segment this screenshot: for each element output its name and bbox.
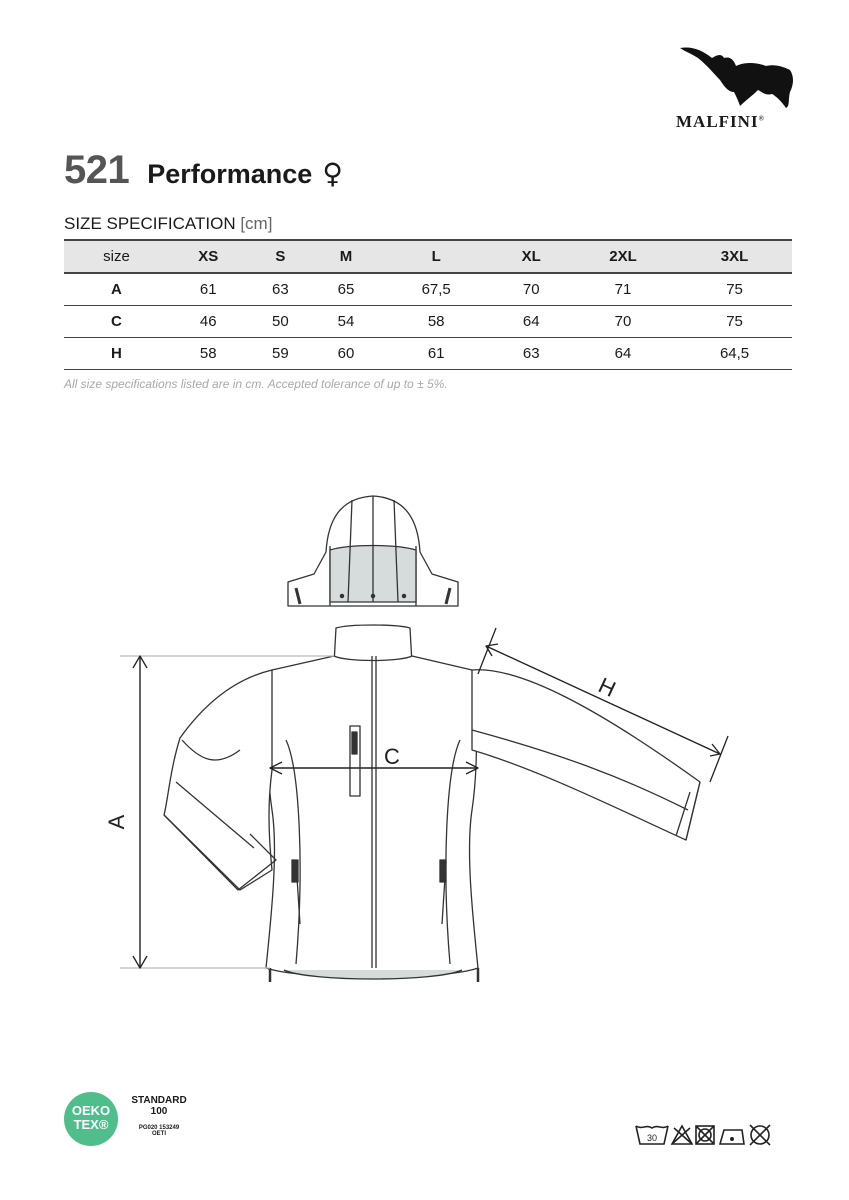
table-row <box>64 306 792 338</box>
table-cell: A <box>111 281 122 298</box>
header-cell: L <box>431 248 441 265</box>
tolerance-note: All size specifications listed are in cm. Accepted tolerance of up to ± 5%. <box>64 377 448 391</box>
table-cell: 46 <box>199 313 217 330</box>
table-cell: 61 <box>199 281 217 298</box>
table-cell: 63 <box>522 345 540 362</box>
table-cell: C <box>111 313 122 330</box>
measure-label-c: C <box>384 744 400 769</box>
table-cell: 65 <box>337 281 355 298</box>
female-icon: ♀ <box>322 157 343 190</box>
table-cell: 58 <box>427 313 445 330</box>
table-cell: 59 <box>272 345 289 362</box>
table-cell: 71 <box>614 281 632 298</box>
standard-label: STANDARD <box>131 1095 187 1106</box>
oeko-tex-certificate <box>124 1095 194 1137</box>
eagle-icon <box>678 40 796 110</box>
table-cell: 75 <box>726 313 743 330</box>
table-cell: H <box>111 345 122 362</box>
table-cell: 58 <box>199 345 217 362</box>
table-cell: 54 <box>337 313 355 330</box>
table-cell: 70 <box>614 313 632 330</box>
wash-30-icon <box>636 1126 668 1144</box>
product-title <box>64 148 343 198</box>
table-cell: 64 <box>522 313 540 330</box>
table-cell: 50 <box>272 313 289 330</box>
standard-number: 100 <box>150 1106 168 1117</box>
table-cell: 75 <box>726 281 743 298</box>
table-cell: 61 <box>427 345 445 362</box>
table-cell: 64 <box>614 345 632 362</box>
table-cell: 63 <box>272 281 289 298</box>
no-dry-clean-icon <box>750 1125 770 1145</box>
size-table-header <box>64 240 792 273</box>
hood-drawing <box>288 496 458 606</box>
header-cell: 2XL <box>609 248 637 265</box>
header-cell: XS <box>198 248 219 265</box>
header-cell: size <box>103 248 130 265</box>
measure-label-a: A <box>104 814 129 830</box>
table-cell: 70 <box>522 281 540 298</box>
brand-logo <box>670 40 805 135</box>
oeko-tex-badge: OEKO TEX® <box>64 1092 118 1146</box>
table-row <box>64 273 792 306</box>
header-cell: M <box>339 248 353 265</box>
table-cell: 60 <box>337 345 355 362</box>
certificate-institute: OETI <box>151 1131 166 1137</box>
header-cell: S <box>275 248 286 265</box>
table-cell: 67,5 <box>421 281 451 298</box>
brand-name: MALFINI® <box>676 112 765 131</box>
table-row <box>64 338 792 370</box>
jacket-technical-drawing <box>0 470 849 1030</box>
svg-text:30: 30 <box>646 1133 658 1143</box>
size-table <box>64 239 792 370</box>
iron-low-icon <box>720 1130 744 1144</box>
no-bleach-icon <box>672 1126 692 1144</box>
measure-label-h: H <box>594 672 620 702</box>
size-spec-heading: SIZE SPECIFICATION [cm] <box>64 214 273 233</box>
no-tumble-dry-icon <box>696 1126 714 1144</box>
table-cell: 64,5 <box>719 345 750 362</box>
product-number: 521 <box>64 148 130 192</box>
certificate-code: PG020 153249 <box>138 1125 180 1131</box>
product-name: Performance <box>147 159 313 189</box>
care-symbols <box>634 1122 786 1148</box>
header-cell: XL <box>521 248 541 265</box>
header-cell: 3XL <box>720 248 749 265</box>
